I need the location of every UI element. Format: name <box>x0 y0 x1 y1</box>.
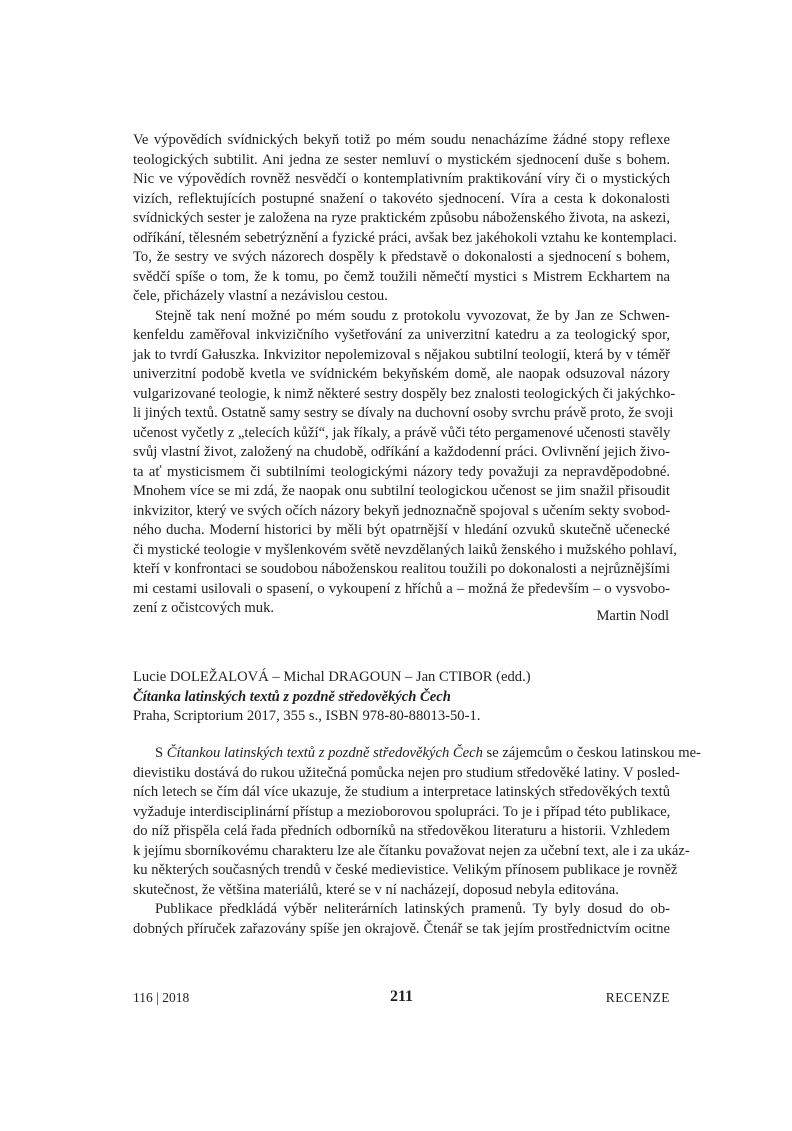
text-line: zení z očistcových muk. <box>133 600 275 616</box>
text-line: či mystické teologie v myšlenkovém světě nevzdělaných laiků ženského i mužského pohlaví, <box>133 541 677 558</box>
text-line: kenfeldu zaměřoval inkvizičního vyšetřování za univerzitní katedru a za teologický spor, <box>133 327 670 343</box>
paragraph-1 <box>133 131 677 307</box>
text-line: odříkání, tělesném sebetrýznění a fyzické práci, avšak bez jakéhokoli vztahu ke kontemplaci. <box>133 229 677 246</box>
text-line: Nic ve výpovědích rovněž nesvědčí o kontemplativním praktikování víry či o mystických <box>133 171 670 187</box>
text-line: kteří v konfrontaci se soudobou náboženskou realitou toužili po dokonalosti a nejrůznějšími <box>133 561 671 577</box>
bibliographic-entry <box>133 668 670 727</box>
text-line: vulgarizované teologie, k nimž některé sestry dospěly bez znalosti teologických či jakýchko- <box>133 385 676 402</box>
text-line: Mnohem více se mi zdá, že naopak onu subtilní teologickou učenost se jim snažil přisoudit <box>133 483 670 499</box>
text-line: svůj vlastní život, založený na chudobě, odříkání a každodenní práci. Ovlivnění jejich živo- <box>133 444 670 460</box>
text-line: do níž přispěla celá řada předních odborníků na středověkou literaturu a historii. Vzhledem <box>133 823 670 839</box>
text-line: ta ať mysticismem či subtilními teologickými názory tedy považuji za nepravděpodobné. <box>133 463 670 480</box>
text-line: učenost vyčetly z „telecích kůží“, jak říkaly, a právě vůči této pergamenové učenosti stavěly <box>133 424 671 441</box>
text-line: li jiných textů. Ostatně samy sestry se dívaly na duchovní osoby svrchu právě proto, že svoji <box>133 405 674 421</box>
text-line: svědčí spíše o tom, že k tomu, po čemž toužili němečtí mystici s Mistrem Eckhartem na <box>133 268 670 285</box>
reviewer-signature: Martin Nodl <box>596 608 669 624</box>
text-line: dobných příruček zařazovány spíše jen okrajově. Čtenář se tak jejím prostřednictvím ocitne <box>133 920 670 937</box>
review-paragraph-2 <box>133 900 670 939</box>
text-line: Stejně tak není možné po mém soudu z protokolu vyvozovat, že by Jan ze Schwen- <box>155 307 670 324</box>
text-line: mi cestami usilovali o spasení, o vykoupení z hříchů a – možná že především – o vysvobo- <box>133 580 670 597</box>
text-line: skutečnost, že většina materiálů, které se v ní nacházejí, doposud nebyla editována. <box>133 881 619 898</box>
text-line: vizích, reflektujících postupné snažení o takovéto sjednocení. Víra a cesta k dokonalosti <box>133 190 670 207</box>
page-number: 211 <box>389 988 414 1005</box>
text-line: Ve výpovědích svídnických bekyň totiž po mém soudu nenacházíme žádné stopy reflexe <box>133 132 670 148</box>
text-line: To, že sestry ve svých názorech dospěly k představě o dokonalosti a sjednocení s bohem, <box>133 249 670 265</box>
text-line: vyžaduje interdisciplinární přístup a mezioborovou spolupráci. To je i případ této publikace, <box>133 803 671 820</box>
text-line: ku některých současných trendů v české medievistice. Velikým přínosem publikace je rovněž <box>133 862 678 878</box>
new-review-text <box>133 744 701 939</box>
text-line: čele, přicházely vlastní a nezávislou cestou. <box>133 288 388 304</box>
text-line: jak to tvrdí Gałuszka. Inkvizitor nepolemizoval s nějakou subtilní teologií, která by v téměř <box>133 346 670 363</box>
book-imprint: Praha, Scriptorium 2017, 355 s., ISBN 978-80-88013-50-1. <box>133 708 481 724</box>
text-line: ného ducha. Moderní historici by měli být opatrnější v hledání ozvuků skutečně učenecké <box>133 522 670 538</box>
review-text-continued <box>133 131 677 619</box>
review-line: S Čítankou latinských textů z pozdně středověkých Čech se zájemcům o českou latinskou me- <box>155 745 701 761</box>
book-title: Čítanka latinských textů z pozdně středověkých Čech <box>133 688 451 705</box>
paragraph-2 <box>133 307 677 619</box>
page-footer <box>133 988 670 1010</box>
text-line: teologických subtilit. Ani jedna ze sester nemluví o mystickém sjednocení duše s bohem. <box>133 151 670 168</box>
text-line: Publikace předkládá výběr neliterárních latinských pramenů. Ty byly dosud do ob- <box>155 901 670 917</box>
text-line: ních letech se čím dál více ukazuje, že studium a interpretace latinských středověkých textů <box>133 784 670 800</box>
text-line: k jejímu sborníkovému charakteru lze ale čítanku považovat nejen za učební text, ale i za ukáz- <box>133 842 690 859</box>
text-line: inkvizitor, který ve svých očích názory bekyň jednoznačně spojoval s učením sekty svobod- <box>133 502 671 519</box>
journal-issue: 116 | 2018 <box>133 990 190 1005</box>
book-title-inline: Čítankou latinských textů z pozdně středověkých Čech <box>166 745 483 761</box>
section-name: RECENZE <box>605 990 670 1005</box>
text-line: dievistiku dostává do rukou užitečná pomůcka nejen pro studium středověké latiny. V posled- <box>133 764 680 781</box>
text-line: univerzitní podobě kvetla ve svídnickém bekyňském domě, ale naopak odsuzoval názory <box>133 366 670 382</box>
book-authors: Lucie DOLEŽALOVÁ – Michal DRAGOUN – Jan CTIBOR (edd.) <box>133 669 531 685</box>
review-paragraph-1 <box>133 764 690 901</box>
text-line: svídnických sester je založena na ryze praktickém způsobu náboženského života, na askezi, <box>133 210 670 226</box>
